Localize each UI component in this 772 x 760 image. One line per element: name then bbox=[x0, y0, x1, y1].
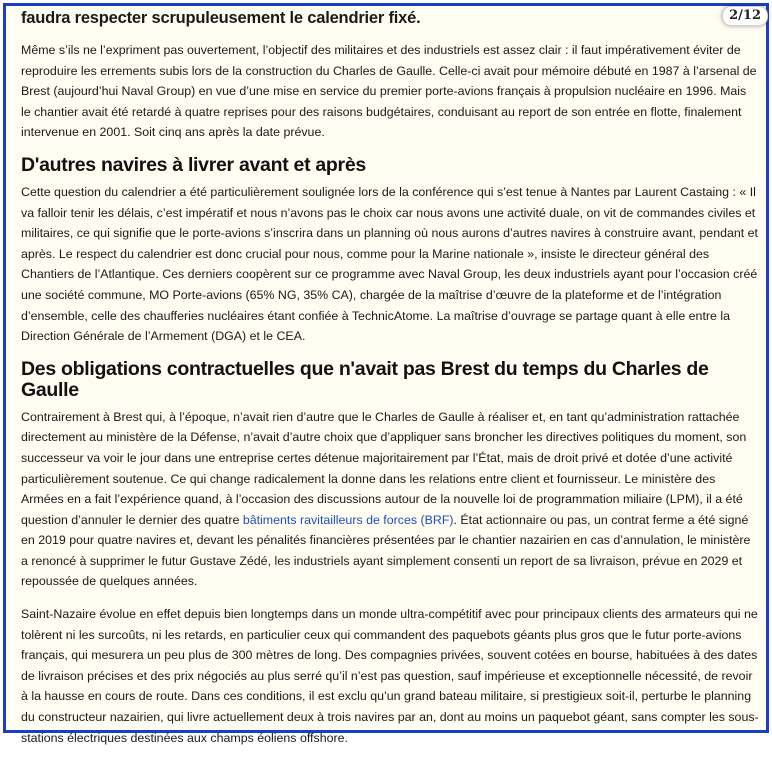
article-body bbox=[21, 9, 759, 760]
heading-other-ships: D'autres navires à livrer avant et après bbox=[21, 153, 366, 176]
heading-contract-obligations: Des obligations contractuelles que n'avait pas Brest du temps du Charles de Gaulle bbox=[21, 357, 709, 401]
paragraph-3-text-before: Contrairement à Brest qui, à l’époque, n’avait rien d’autre que le Charles de Gaulle à réaliser et, en tant qu’administration rattachée directement au ministère de la Défense, n’avait d’autre choix que d’appliquer sans broncher les directives politiques du moment, son successeur va voir le jour dans une entreprise certes détenue majoritairement par l’État, mais de droit privé et dotée d’une activité particulièrement soutenue. Ce qui change radicalement la donne dans les relations entre client et fournisseur. Le ministère des Armées en a fait l’expérience quand, à l’occasion des discussions autour de la nouvelle loi de programmation miliaire (LPM), il a été question d’annuler le dernier des quatre bbox=[21, 409, 747, 527]
paragraph-2: Cette question du calendrier a été particulièrement soulignée lors de la conférence qui s’est tenue à Nantes par Laurent Castaing : « Il va falloir tenir les délais, c’est impératif et nous n’avons pas le choix car nous avons une activité duale, on vit de commandes civiles et militaires, ce qui signifie que le porte-avions s’inscrira dans un planning où nous aurons d’autres navires à construire avant, pendant et après. Le respect du calendrier est donc crucial pour nous, comme pour la Marine nationale », insiste le directeur général des Chantiers de l’Atlantique. Ces derniers coopèrent sur ce programme avec Naval Group, les deux industriels ayant pour l’occasion créé une société commune, MO Porte-avions (65% NG, 35% CA), chargée de la maîtrise d’œuvre de la plateforme et de l’intégration d’ensemble, celle des chaufferies nucléaires étant confiée à TechnicAtome. La maîtrise d’ouvrage se partage quant à elle entre la Direction Générale de l’Armement (DGA) et le CEA. bbox=[21, 184, 758, 344]
intro-fragment: faudra respecter scrupuleusement le calendrier fixé. bbox=[21, 9, 421, 27]
paragraph-3-text-after: . État actionnaire ou pas, un contrat ferme a été signé en 2019 pour quatre navires et, devant les pénalités financières présentées par le chantier nazairien en cas d’annulation, le ministère a renoncé à supprimer le futur Gustave Zédé, les industriels ayant simplement consenti un report de sa livraison, prévue en 2029 et repoussée de quelques années. bbox=[21, 512, 751, 589]
page-indicator: 2/12 bbox=[722, 6, 768, 26]
paragraph-1: Même s’ils ne l’expriment pas ouvertement, l’objectif des militaires et des industriels est assez clair : il faut impérativement éviter de reproduire les errements subis lors de la construction du Charles de Gaulle. Celle-ci avait pour mémoire débuté en 1987 à l’arsenal de Brest (aujourd’hui Naval Group) en vue d’une mise en service du premier porte-avions français à propulsion nucléaire en 1996. Mais le chantier avait été retardé à quatre reprises pour des raisons budgétaires, conduisant au report de son entrée en flotte, finalement intervenue en 2001. Soit cinq ans après la date prévue. bbox=[21, 43, 757, 140]
paragraph-4: Saint-Nazaire évolue en effet depuis bien longtemps dans un monde ultra-compétitif avec pour principaux clients des armateurs qui ne tolèrent ni les surcoûts, ni les retards, en particulier ceux qui commandent des paquebots géants plus gros que le futur porte-avions français, qui mesurera un peu plus de 300 mètres de long. Des compagnies privées, souvent cotées en bourse, habituées à des dates de livraison précises et des prix négociés au plus serré qu’il n’est pas question, sauf impérieuse et exceptionnelle nécessité, de revoir à la hausse en cours de route. Dans ces conditions, il est exclu qu’un grand bateau militaire, si prestigieux soit-il, perturbe le planning du constructeur nazairien, qui livre actuellement deux à trois navires par an, dont au moins un paquebot géant, sans compter les sous-stations électriques destinées aux champs éoliens offshore. bbox=[21, 607, 759, 745]
paragraph-3 bbox=[21, 407, 759, 592]
brf-link[interactable]: bâtiments ravitailleurs de forces (BRF) bbox=[242, 512, 454, 527]
article-frame bbox=[3, 3, 769, 745]
